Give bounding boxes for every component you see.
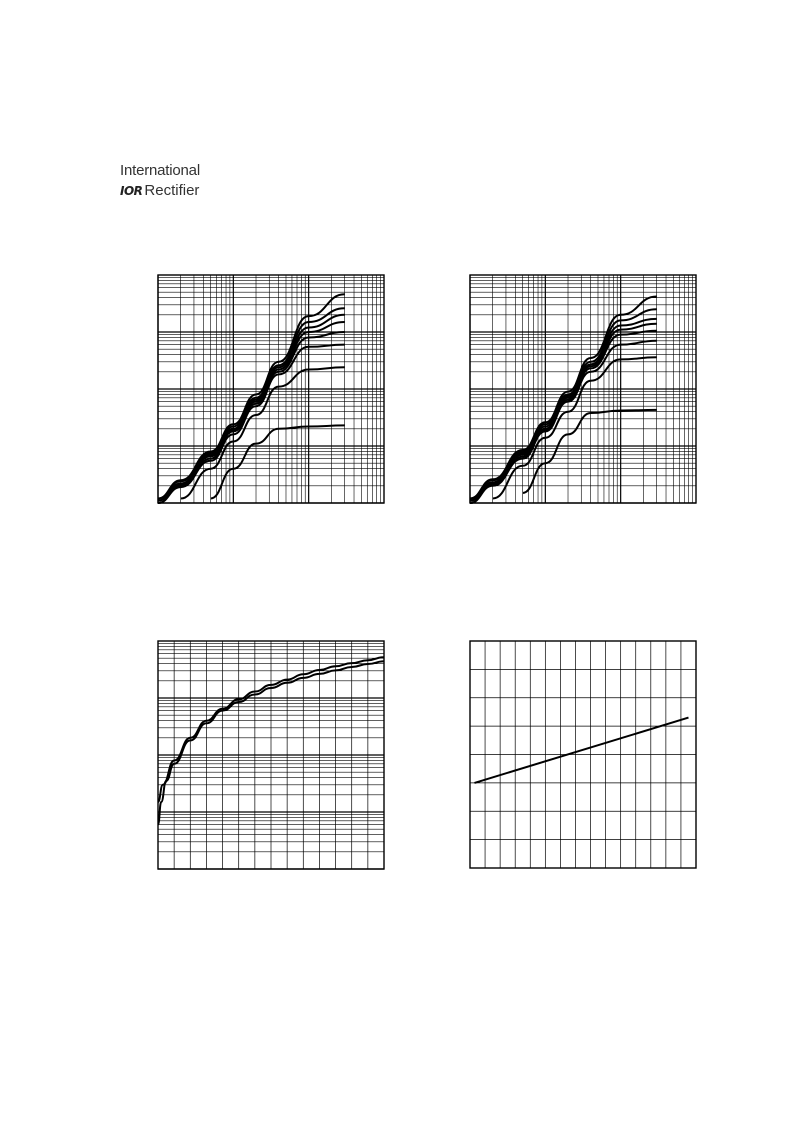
- series-group: [158, 294, 345, 503]
- chart-4-svg: [469, 640, 697, 869]
- series-line-curve-1: [158, 294, 345, 498]
- series-line-curve-4: [158, 322, 345, 501]
- chart-3-svg: [157, 640, 385, 870]
- series-group: [475, 718, 689, 783]
- logo-line-rectifier: [120, 182, 199, 199]
- logo-line-international: International: [120, 162, 200, 179]
- chart-2-svg: [469, 274, 697, 504]
- series-line-curve-7: [181, 367, 345, 498]
- chart-normalized-characteristic: [469, 640, 697, 869]
- chart-output-characteristics-1: [157, 274, 385, 504]
- series-group: [470, 297, 657, 504]
- grid: [158, 275, 384, 503]
- chart-transfer-characteristics: [157, 640, 385, 870]
- grid: [158, 641, 384, 869]
- grid: [470, 641, 696, 868]
- chart-output-characteristics-2: [469, 274, 697, 504]
- series-line-curve-4: [470, 324, 657, 501]
- chart-1-svg: [157, 274, 385, 504]
- series-line-curve-1: [475, 718, 689, 783]
- company-logo: [120, 160, 230, 204]
- logo-mark-ior: IOR: [120, 184, 143, 198]
- series-line-curve-7: [493, 357, 657, 498]
- series-line-curve-8: [211, 425, 345, 498]
- logo-word-rectifier: Rectifier: [144, 182, 200, 199]
